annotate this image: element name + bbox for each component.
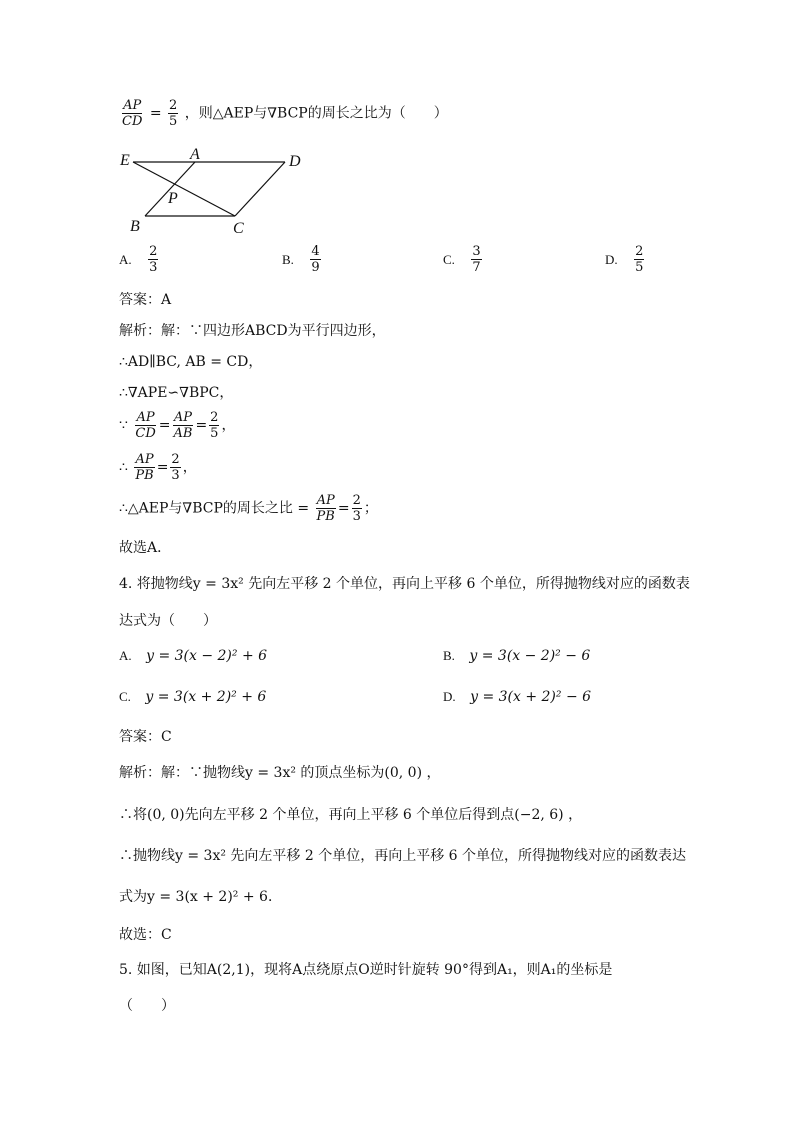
segment-dc xyxy=(235,162,285,216)
q4-analysis-line: ∴抛物线y = 3x² 先向左平移 2 个单位，再向上平移 6 个单位，所得抛物线对应的函数表达 xyxy=(119,848,687,864)
q4-analysis-line: ∴将(0, 0)先向左平移 2 个单位，再向上平移 6 个单位后得到点(−2, 6) ， xyxy=(119,807,583,823)
option-letter: C. xyxy=(443,251,455,267)
q4-option-a[interactable] xyxy=(119,648,267,664)
punctuation: ， xyxy=(221,417,236,434)
stem-fraction xyxy=(121,98,143,129)
frac-denominator: AB xyxy=(173,426,193,441)
frac-numerator: 4 xyxy=(311,244,320,259)
frac-numerator: 2 xyxy=(171,452,180,467)
q3-perimeter-ratio: ∴△AEP与∇BCP的周长之比 = $\frac{AP}{PB}$ = $\frac{2}{3}$ ； xyxy=(119,493,378,524)
label-c: C xyxy=(233,220,244,237)
option-letter: C. xyxy=(119,689,131,704)
option-letter: D. xyxy=(443,689,456,704)
label-a: A xyxy=(190,146,200,163)
q4-option-b[interactable] xyxy=(443,648,590,664)
option-expression: y = 3(x + 2)² − 6 xyxy=(470,689,592,705)
frac-denominator: 5 xyxy=(210,426,219,441)
frac-numerator: AP xyxy=(316,493,335,508)
frac-numerator: AP xyxy=(135,452,154,467)
frac-denominator: 3 xyxy=(352,509,361,524)
frac-denominator: CD xyxy=(122,114,143,129)
q3-option-d[interactable] xyxy=(605,244,646,275)
q4-option-c[interactable] xyxy=(119,689,266,705)
option-letter: A. xyxy=(119,648,132,663)
q3-option-b[interactable] xyxy=(282,244,323,275)
q3-ratio-equation: ∵ $\frac{AP}{CD}$ = $\frac{AP}{AB}$ = $\frac{2}{5}$ ， xyxy=(119,410,236,441)
q3-stem xyxy=(119,98,448,129)
equals-sign: = xyxy=(149,105,162,122)
frac-numerator: AP xyxy=(123,98,142,113)
q5-stem: 5. 如图，已知A(2,1)，现将A点绕原点O逆时针旋转 90°得到A₁，则A₁的坐标是 xyxy=(119,962,613,978)
q4-analysis-line: 解析：解：∵抛物线y = 3x² 的顶点坐标为(0, 0) ， xyxy=(119,765,441,781)
frac-denominator: 3 xyxy=(171,468,180,483)
therefore-symbol: ∴ xyxy=(119,459,128,476)
option-expression: y = 3(x + 2)² + 6 xyxy=(145,689,267,705)
q3-answer: 答案：A xyxy=(119,292,172,308)
ratio-text: ∴△AEP与∇BCP的周长之比 = xyxy=(119,500,310,517)
q3-choice: 故选A． xyxy=(119,540,172,556)
label-e: E xyxy=(120,152,130,169)
frac-numerator: AP xyxy=(136,410,155,425)
q3-analysis-line: ∴AD∥BC, AB = CD， xyxy=(119,354,263,370)
frac-denominator: CD xyxy=(135,426,156,441)
frac-numerator: 2 xyxy=(149,244,158,259)
option-expression: y = 3(x − 2)² + 6 xyxy=(146,648,268,664)
punctuation: ； xyxy=(363,500,378,517)
option-letter: B. xyxy=(443,648,455,663)
q3-ratio-equation: ∴ $\frac{AP}{PB}$ = $\frac{2}{3}$ ， xyxy=(119,452,197,483)
q4-analysis-line: 式为y = 3(x + 2)² + 6． xyxy=(119,889,282,905)
frac-denominator: 3 xyxy=(149,260,158,275)
label-p: P xyxy=(168,190,178,207)
label-d: D xyxy=(289,153,301,170)
q5-stem: （ ） xyxy=(119,998,175,1014)
segment-ec xyxy=(133,162,235,216)
q4-choice: 故选：C xyxy=(119,927,172,943)
frac-numerator: 2 xyxy=(169,98,178,113)
q4-option-d[interactable] xyxy=(443,689,591,705)
frac-numerator: 2 xyxy=(352,493,361,508)
frac-denominator: PB xyxy=(316,509,335,524)
q3-option-a[interactable] xyxy=(119,244,160,275)
punctuation: ， xyxy=(182,459,197,476)
frac-denominator: PB xyxy=(135,468,154,483)
parallelogram-figure xyxy=(115,145,315,237)
frac-denominator: 7 xyxy=(472,260,481,275)
option-letter: A. xyxy=(119,251,132,267)
label-b: B xyxy=(130,218,140,235)
frac-denominator: 5 xyxy=(169,114,178,129)
q4-stem: 达式为（ ） xyxy=(119,613,217,629)
frac-numerator: 2 xyxy=(635,244,644,259)
q3-option-c[interactable] xyxy=(443,244,484,275)
option-letter: D. xyxy=(605,251,618,267)
frac-numerator: 2 xyxy=(210,410,219,425)
option-expression: y = 3(x − 2)² − 6 xyxy=(469,648,591,664)
q4-stem: 4. 将抛物线y = 3x² 先向左平移 2 个单位，再向上平移 6 个单位，所得抛物线对应的函数表 xyxy=(119,576,690,592)
segment-ba xyxy=(145,162,195,216)
option-letter: B. xyxy=(282,251,294,267)
frac-denominator: 5 xyxy=(635,260,644,275)
q3-analysis-line: ∴∇APE∽∇BPC， xyxy=(119,385,234,401)
q3-analysis-line: 解析：解：∵四边形ABCD为平行四边形， xyxy=(119,323,386,339)
stem-value-fraction xyxy=(168,98,178,129)
stem-text: ，则△AEP与∇BCP的周长之比为（ ） xyxy=(184,105,448,122)
frac-numerator: 3 xyxy=(472,244,481,259)
frac-numerator: AP xyxy=(173,410,193,425)
frac-denominator: 9 xyxy=(311,260,320,275)
because-symbol: ∵ xyxy=(119,417,128,434)
q4-answer: 答案：C xyxy=(119,729,172,745)
